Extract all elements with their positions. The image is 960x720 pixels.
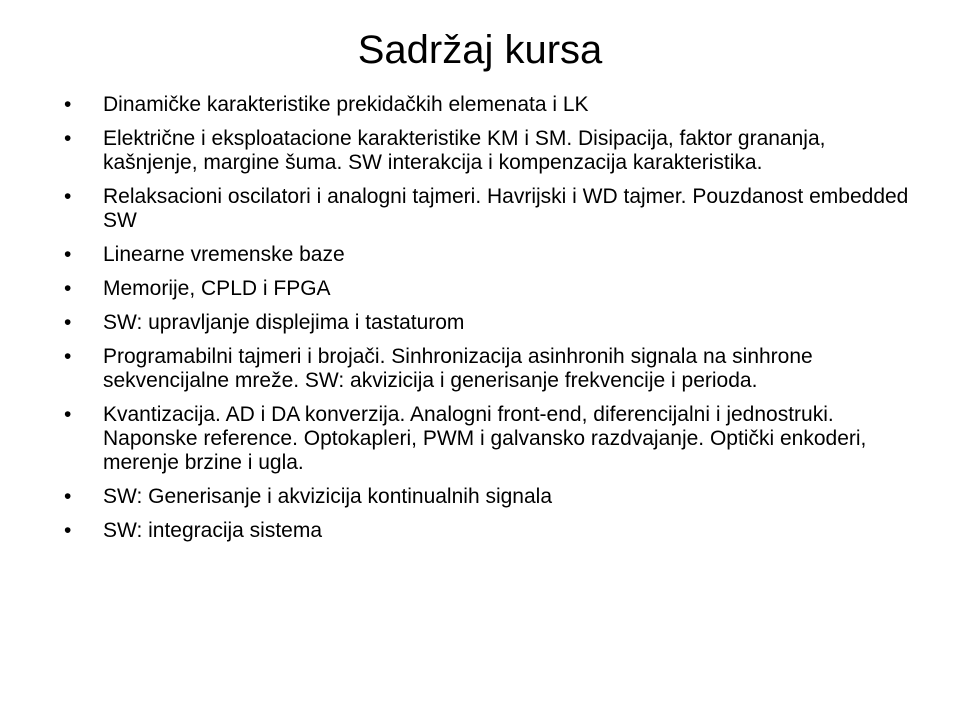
bullet-item (60, 403, 920, 475)
bullet-text: SW: upravljanje displejima i tastaturom (103, 311, 465, 334)
bullet-text: SW: Generisanje i akvizicija kontinualnih signala (103, 485, 553, 508)
bullet-item (60, 93, 920, 117)
bullet-marker: • (64, 93, 72, 116)
bullet-text: Programabilni tajmeri i brojači. Sinhronizacija asinhronih signala na sinhrone sekvencijalne mreže. SW: akvizicija i generisanje frekvencije i perioda. (103, 345, 813, 392)
bullet-item (60, 243, 920, 267)
bullet-item (60, 345, 920, 393)
bullet-item (60, 485, 920, 509)
bullet-text: Relaksacioni oscilatori i analogni tajmeri. Havrijski i WD tajmer. Pouzdanost embedded SW (103, 185, 909, 232)
bullet-item (60, 519, 920, 543)
bullet-text: Dinamičke karakteristike prekidačkih elemenata i LK (103, 93, 589, 116)
bullet-item (60, 277, 920, 301)
bullet-marker: • (64, 277, 72, 300)
bullet-list (60, 93, 920, 553)
bullet-text: Linearne vremenske baze (103, 243, 345, 266)
bullet-text: SW: integracija sistema (103, 519, 323, 542)
bullet-marker: • (64, 311, 72, 334)
bullet-text: Kvantizacija. AD i DA konverzija. Analogni front-end, diferencijalni i jednostruki. Naponske reference. Optokapleri, PWM i galvansko razdvajanje. Optički enkoderi, merenje brzine i ugla. (103, 403, 867, 474)
bullet-marker: • (64, 403, 72, 426)
bullet-marker: • (64, 519, 72, 542)
slide-title: Sadržaj kursa (357, 28, 603, 72)
bullet-item (60, 127, 920, 175)
bullet-item (60, 185, 920, 233)
bullet-marker: • (64, 243, 72, 266)
bullet-text: Memorije, CPLD i FPGA (103, 277, 331, 300)
bullet-marker: • (64, 127, 72, 150)
bullet-marker: • (64, 485, 72, 508)
bullet-marker: • (64, 185, 72, 208)
bullet-item (60, 311, 920, 335)
bullet-text: Električne i eksploatacione karakteristike KM i SM. Disipacija, faktor grananja, kašnjenje, margine šuma. SW interakcija i kompenzacija karakteristika. (103, 127, 826, 174)
bullet-marker: • (64, 345, 72, 368)
